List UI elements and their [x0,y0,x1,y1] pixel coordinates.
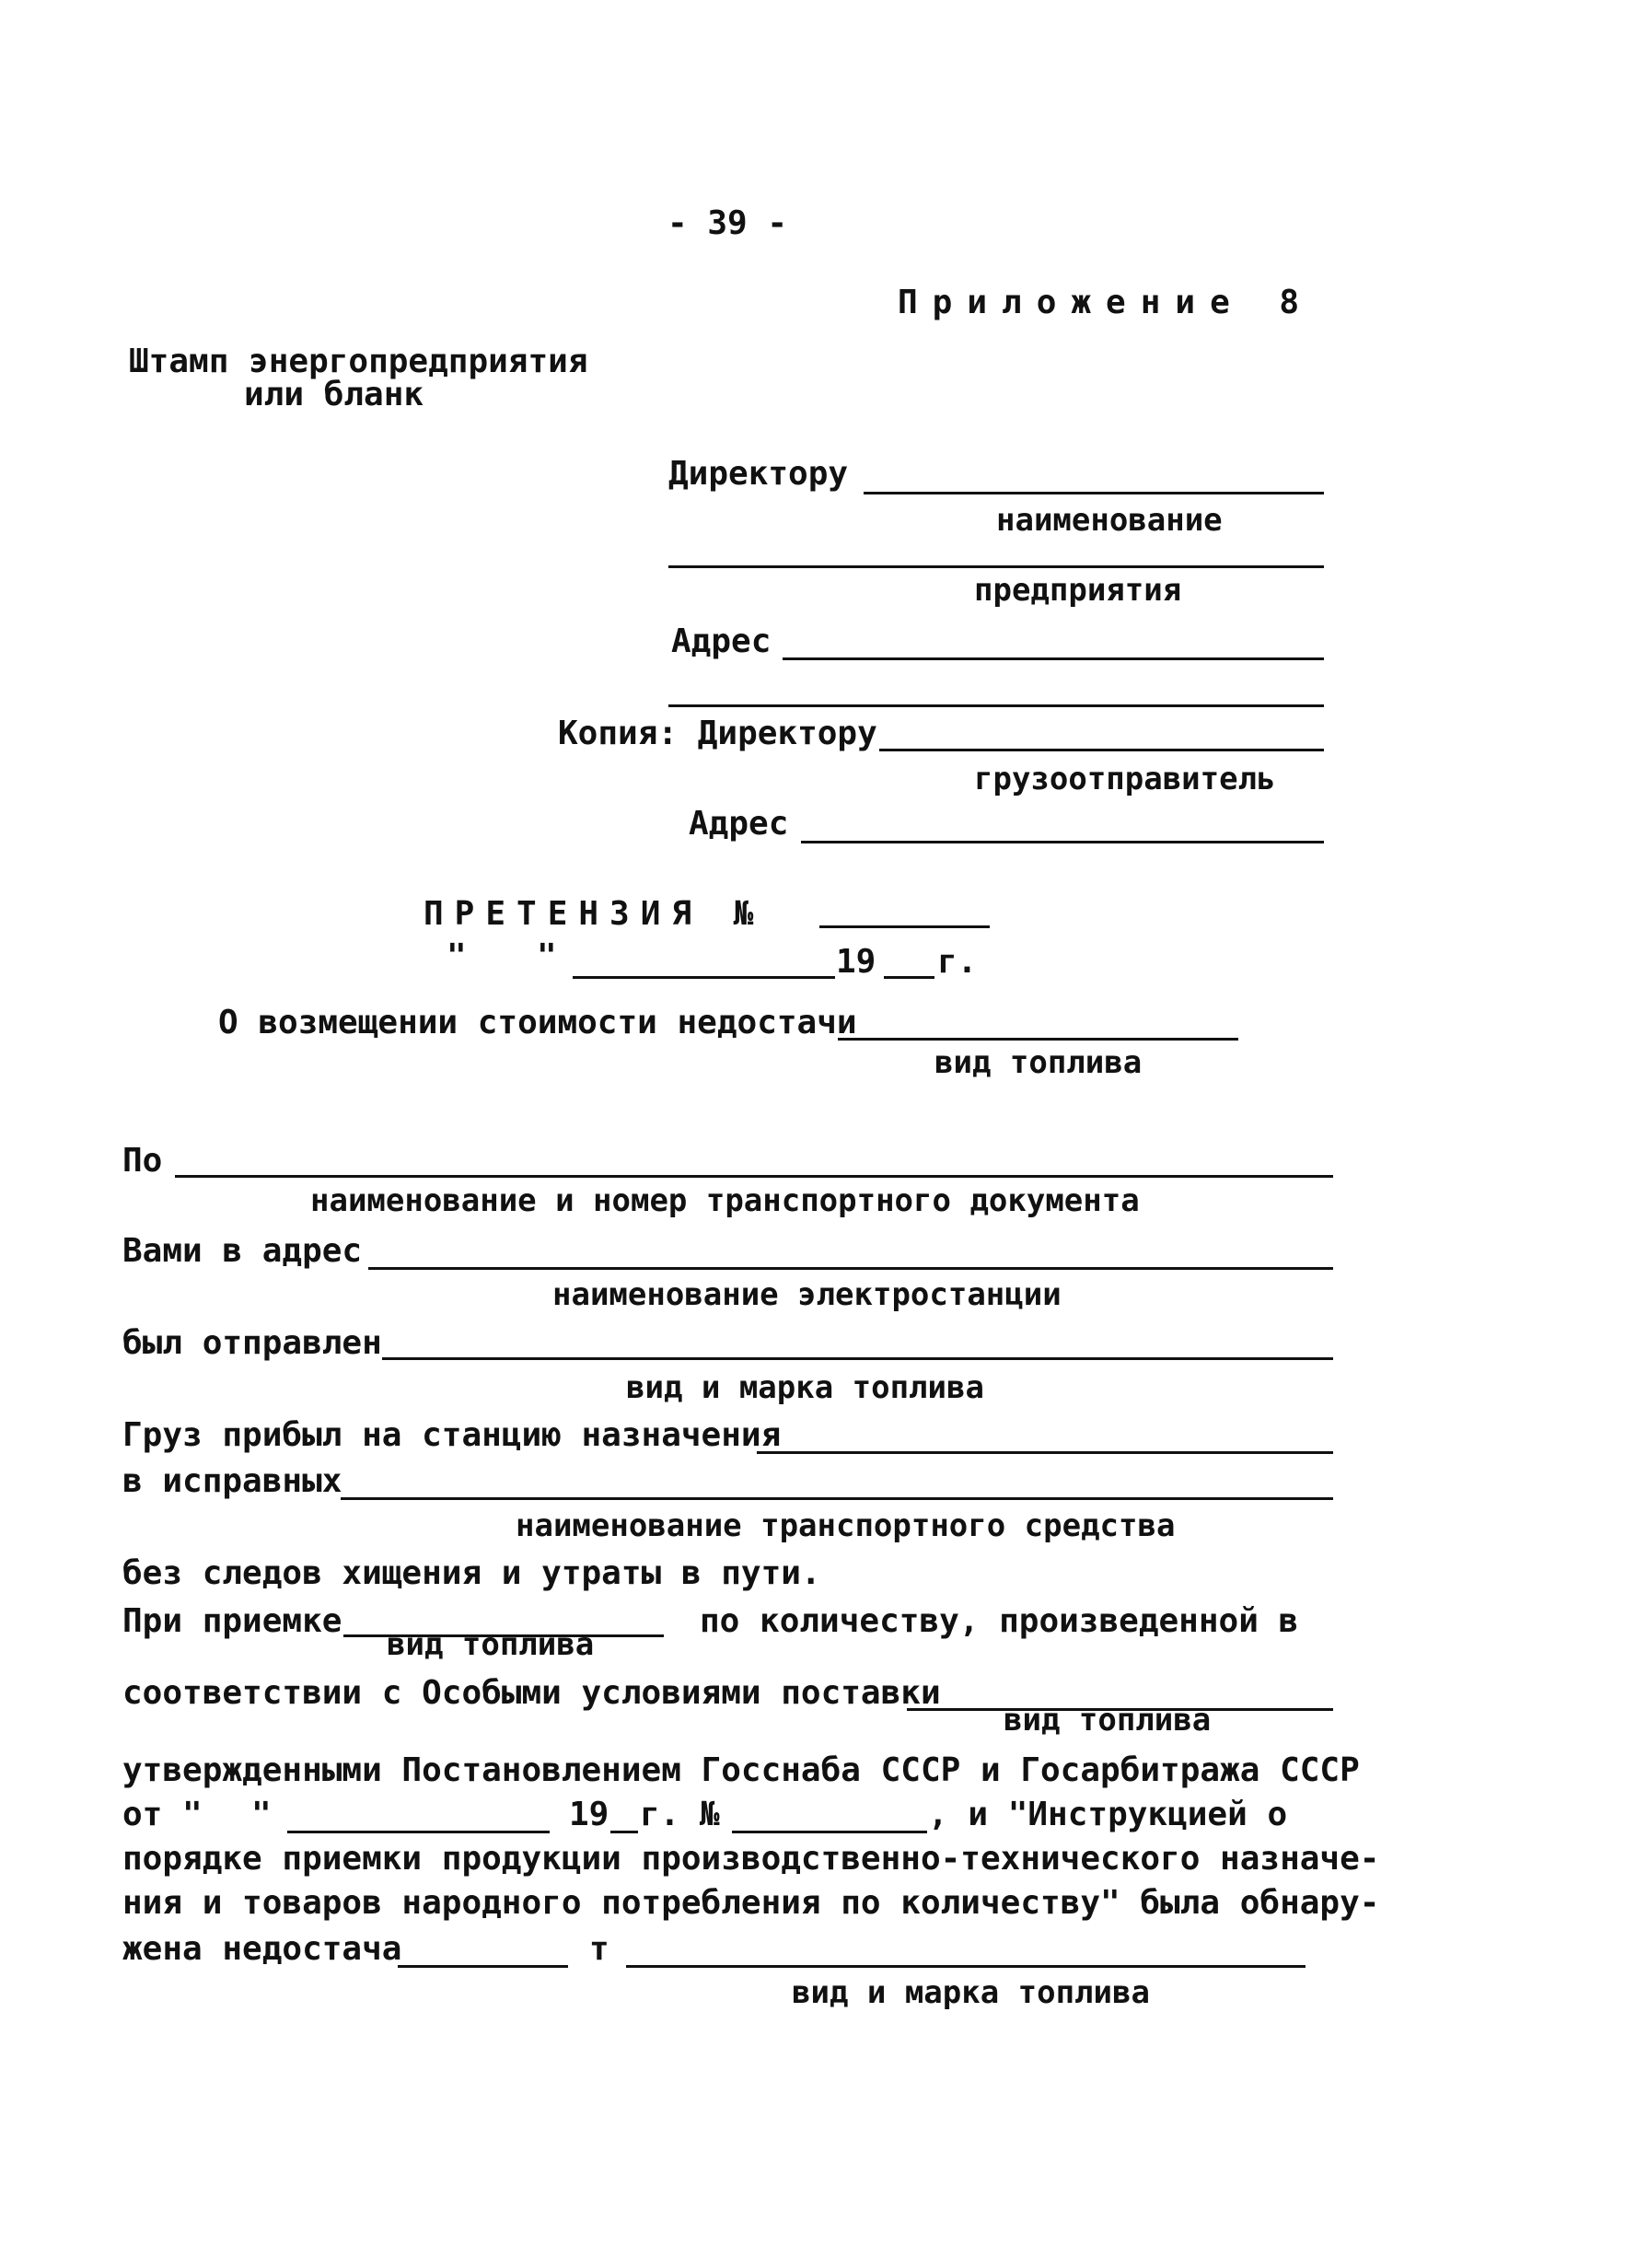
page-number: - 39 - [667,204,788,242]
claim-title: ПРЕТЕНЗИЯ № [424,895,765,933]
copy-address-label: Адрес [689,805,789,843]
shortage-unit: т [589,1930,609,1968]
name-caption: наименование [996,502,1223,539]
director-label: Директору [668,455,849,493]
po-label: По [122,1142,163,1180]
claim-year-suffix: г. [937,943,978,981]
shortage-fuel-line[interactable] [626,1965,1306,1968]
acceptance-tail: по количеству, произведенной в [700,1602,1299,1640]
address-line-1[interactable] [783,657,1324,660]
director-line[interactable] [864,492,1324,494]
copy-address-line[interactable] [801,841,1324,843]
from-year: 19 [569,1796,609,1833]
claim-date-line[interactable] [573,976,835,979]
from-date-line[interactable] [287,1831,550,1833]
approved-line: утвержденными Постановлением Госснаба СССР и Госарбитража СССР [122,1751,1360,1789]
arrived-line[interactable] [757,1451,1333,1454]
shortage-label: жена недостача [122,1930,402,1968]
copy-director-line[interactable] [879,749,1324,751]
from-year-line[interactable] [610,1831,638,1833]
claim-number-line[interactable] [819,925,990,928]
copy-label: Копия: Директору [558,715,877,752]
conformity-label: соответствии с Особыми условиями поставки [122,1674,941,1712]
address-to-label: Вами в адрес [122,1232,363,1270]
address-to-line[interactable] [368,1267,1333,1270]
subject-line[interactable] [838,1038,1238,1041]
date-quote-open: " [447,937,467,975]
no-traces-text: без следов хищения и утраты в пути. [122,1554,821,1592]
sent-label: был отправлен [122,1324,382,1362]
from-quote-close: " [251,1796,272,1833]
address-line-2[interactable] [668,704,1324,707]
stamp-line-2: или бланк [244,376,424,413]
acceptance-caption: вид топлива [387,1626,595,1663]
shortage-amount-line[interactable] [398,1965,568,1968]
po-line[interactable] [175,1175,1333,1178]
shortage-caption: вид и марка топлива [792,1974,1150,2011]
date-quote-close: " [537,937,557,975]
instruction-tail: , и "Инструкцией о [928,1796,1288,1833]
enterprise-caption: предприятия [974,572,1182,609]
intact-label: в исправных [122,1462,342,1500]
from-number-line[interactable] [732,1831,927,1833]
address-label: Адрес [671,622,772,660]
arrived-label: Груз прибыл на станцию назначения [122,1416,782,1454]
address-to-caption: наименование электростанции [552,1276,1062,1313]
order-line: порядке приемки продукции производственно-технического назначе- [122,1840,1380,1878]
goods-line: ния и товаров народного потребления по количеству" была обнару- [122,1884,1380,1922]
from-label: от " [122,1796,203,1833]
sent-line[interactable] [382,1357,1333,1360]
intact-line[interactable] [341,1497,1333,1500]
conformity-caption: вид топлива [1004,1702,1212,1739]
claim-year-line[interactable] [884,976,934,979]
subject-label: О возмещении стоимости недостачи [218,1004,857,1041]
from-year-suffix: г. № [640,1796,720,1833]
appendix-title: Приложение 8 [898,284,1315,321]
intact-caption: наименование транспортного средства [516,1507,1176,1544]
shipper-caption: грузоотправитель [974,761,1276,797]
enterprise-line[interactable] [668,565,1324,568]
sent-caption: вид и марка топлива [626,1369,984,1406]
stamp-line-1: Штамп энергопредприятия [129,343,588,380]
claim-year-prefix: 19 [836,943,876,981]
acceptance-label: При приемке [122,1602,342,1640]
subject-caption: вид топлива [934,1044,1143,1081]
po-caption: наименование и номер транспортного документа [310,1182,1140,1219]
